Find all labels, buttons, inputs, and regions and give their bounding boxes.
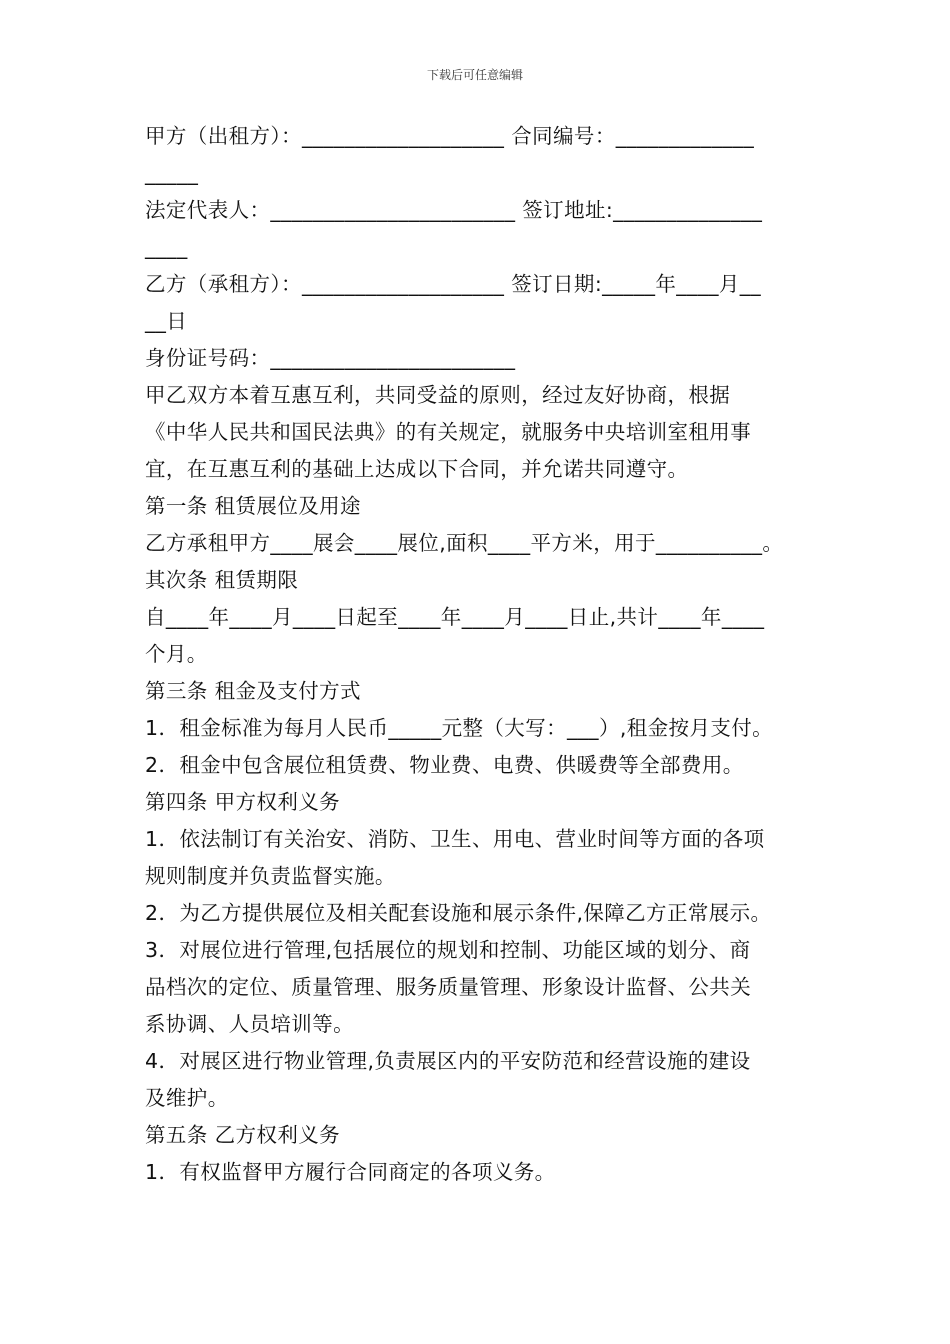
contract-body [145,118,810,1191]
party-a-line: 甲方（出租方）：___________________ 合同编号：_____________ [145,124,755,148]
article-3-item-2: 2．租金中包含展位租赁费、物业费、电费、供暖费等全部费用。 [145,753,744,777]
article-2-text: 个月。 [145,642,208,666]
article-2-text: 自____年____月____日起至____年____月____日止,共计____年____ [145,605,765,629]
article-1-heading: 第一条 租赁展位及用途 [145,494,361,518]
article-4-item-4: 及维护。 [145,1086,229,1110]
signing-date-continuation: __日 [145,309,188,333]
article-4-item-1: 规则制度并负责监督实施。 [145,864,396,888]
article-2-heading: 其次条 租赁期限 [145,568,299,592]
article-4-item-2: 2．为乙方提供展位及相关配套设施和展示条件,保障乙方正常展示。 [145,901,772,925]
article-4-heading: 第四条 甲方权利义务 [145,790,341,814]
contract-number-continuation: _____ [145,161,199,185]
article-4-item-3: 3．对展位进行管理,包括展位的规划和控制、功能区域的划分、商 [145,938,751,962]
article-4-item-1: 1．依法制订有关治安、消防、卫生、用电、营业时间等方面的各项 [145,827,765,851]
preamble-line: 宜，在互惠互利的基础上达成以下合同，并允诺共同遵守。 [145,457,689,481]
signing-address-continuation: ____ [145,235,188,259]
article-4-item-4: 4．对展区进行物业管理,负责展区内的平安防范和经营设施的建设 [145,1049,751,1073]
id-number-line: 身份证号码：_______________________ [145,346,516,370]
preamble-line: 《中华人民共和国民法典》的有关规定，就服务中央培训室租用事 [145,420,752,444]
article-3-heading: 第三条 租金及支付方式 [145,679,361,703]
preamble-line: 甲乙双方本着互惠互利，共同受益的原则，经过友好协商，根据 [145,383,731,407]
article-5-heading: 第五条 乙方权利义务 [145,1123,341,1147]
article-4-item-3: 品档次的定位、质量管理、服务质量管理、形象设计监督、公共关 [145,975,752,999]
page-header: 下载后可任意编辑 [426,68,523,82]
article-3-item-1: 1．租金标准为每月人民币_____元整（大写：___）,租金按月支付。 [145,716,774,740]
article-1-text: 乙方承租甲方____展会____展位,面积____平方米，用于__________。 [145,531,784,555]
article-4-item-3: 系协调、人员培训等。 [145,1012,354,1036]
article-5-item-1: 1．有权监督甲方履行合同商定的各项义务。 [145,1160,556,1184]
party-b-line: 乙方（承租方）：___________________ 签订日期:_____年____月__ [145,272,762,296]
legal-representative-line: 法定代表人：_______________________ 签订地址:______________ [145,198,763,222]
